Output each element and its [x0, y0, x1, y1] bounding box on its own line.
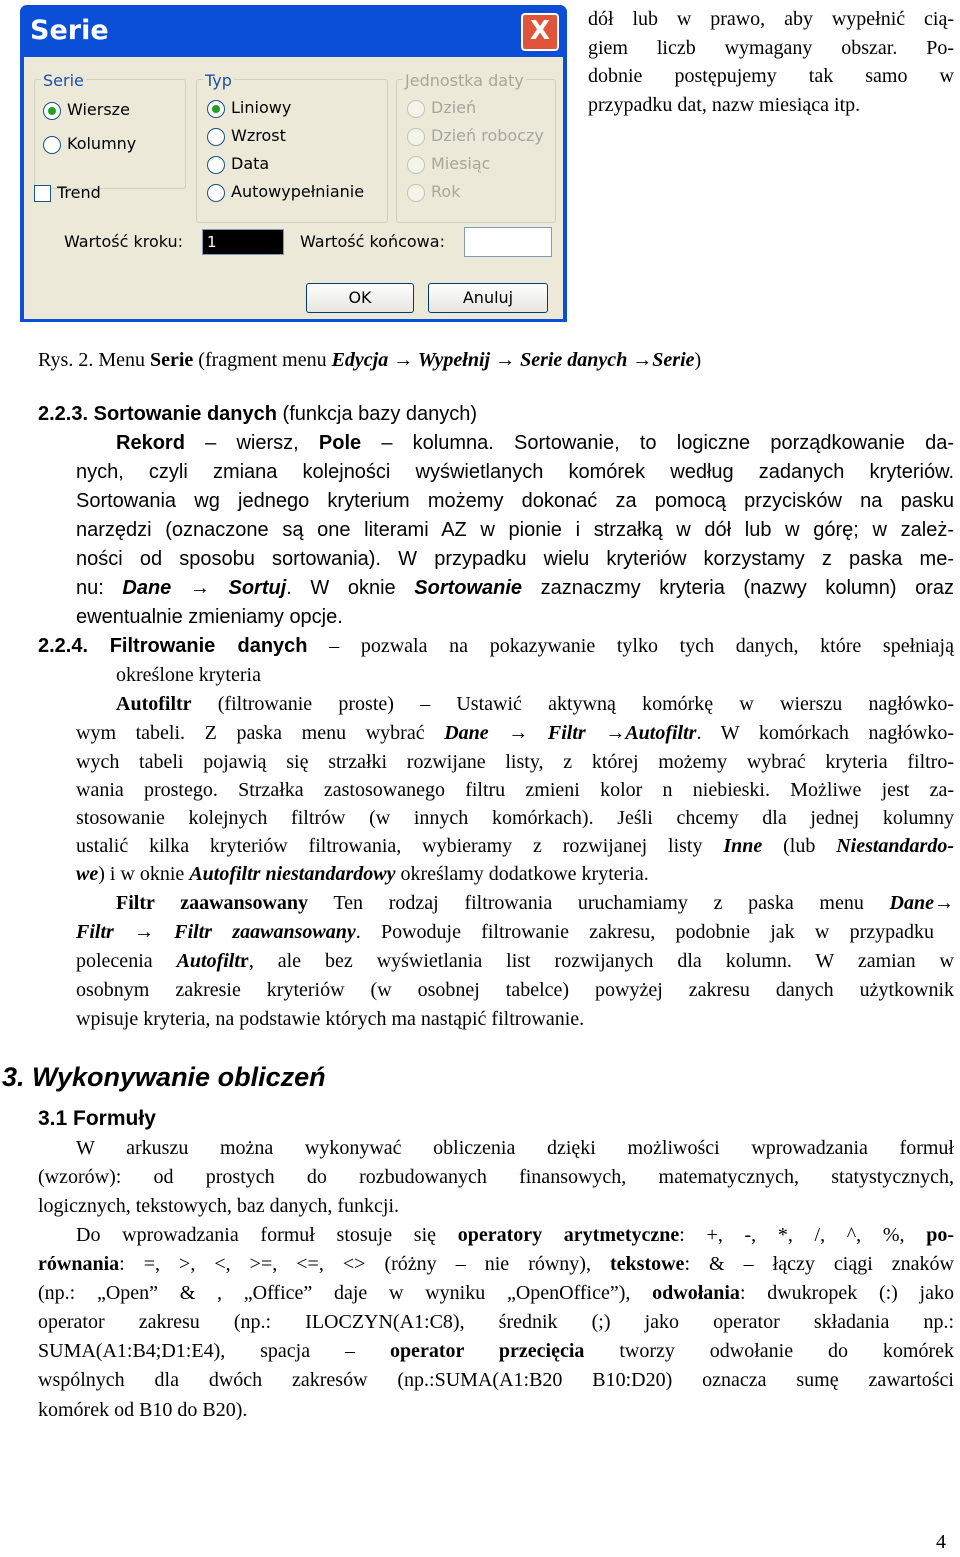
paragraph-line: stosowanie kolejnych filtrów (w innych komórkach). Jeśli chcemy dla jednej kolumny — [76, 807, 954, 829]
paragraph-line: ności od sposobu sortowania). W przypadku wielu kryteriów korzystamy z paska me- — [76, 548, 954, 570]
paragraph-line: (np.: „Open” & , „Office” daje w wyniku „OpenOffice”), odwołania: dwukropek (:) jako — [38, 1282, 954, 1304]
paragraph-line: narzędzi (oznaczone są one literami AZ w pionie i strzałką w dół lub w górę; w zależ- — [76, 519, 954, 541]
section-heading-224: 2.2.4. Filtrowanie danych – pozwala na pokazywanie tylko tych danych, które spełniają — [38, 635, 954, 657]
step-input[interactable]: 1 — [202, 229, 284, 255]
radio-icon — [407, 184, 425, 202]
group-serie-label: Serie — [43, 71, 84, 90]
radio-wzrost[interactable]: Wzrost — [207, 126, 286, 146]
paragraph-line: Filtr zaawansowany Ten rodzaj filtrowania uruchamiamy z paska menu Dane→ — [116, 892, 954, 914]
paragraph-line: osobnym zakresie kryteriów (w osobnej tabelce) powyżej zakresu danych użytkownik — [76, 979, 954, 1001]
page-number: 4 — [936, 1531, 946, 1553]
radio-wiersze[interactable]: Wiersze — [43, 100, 130, 120]
radio-icon — [207, 184, 225, 202]
group-typ — [196, 71, 388, 223]
dialog-title: Serie — [30, 15, 109, 46]
paragraph-line: wym tabeli. Z paska menu wybrać Dane → Filtr →Autofiltr. W komórkach nagłówko- — [76, 722, 955, 744]
paragraph-line: równania: =, >, <, >=, <=, <> (różny – nie równy), tekstowe: & – łączy ciągi znaków — [38, 1253, 954, 1275]
paragraph-line: ustalić kilka kryteriów filtrowania, wybieramy z rozwijanej listy Inne (lub Niestandardo- — [76, 835, 954, 857]
radio-kolumny[interactable]: Kolumny — [43, 134, 136, 154]
radio-data[interactable]: Data — [207, 154, 269, 174]
paragraph-line: komórek od B10 do B20). — [38, 1399, 248, 1421]
radio-liniowy[interactable]: Liniowy — [207, 98, 291, 118]
paragraph-line: nych, czyli zmiana kolejności wyświetlanych komórek według zadanych kryteriów. — [76, 461, 954, 483]
radio-selected-icon — [43, 102, 61, 120]
group-serie — [34, 71, 186, 189]
serie-dialog-screenshot — [20, 5, 567, 322]
ok-button[interactable]: OK — [306, 283, 414, 313]
end-input[interactable] — [464, 227, 552, 257]
radio-autowypelnianie[interactable]: Autowypełnianie — [207, 182, 364, 202]
end-label: Wartość końcowa: — [300, 232, 445, 251]
paragraph-line: W arkuszu można wykonywać obliczenia dzięki możliwości wprowadzania formuł — [76, 1137, 954, 1159]
paragraph-line: Sortowania wg jednego kryterium możemy dokonać za pomocą przycisków na pasku — [76, 490, 954, 512]
figure-caption: Rys. 2. Menu Serie (fragment menu Edycja → Wypełnij → Serie danych →Serie) — [38, 349, 702, 371]
group-jednostka-daty — [396, 71, 556, 223]
trend-checkbox[interactable]: Trend — [34, 183, 101, 202]
radio-rok[interactable]: Rok — [407, 182, 460, 202]
right-text-line: giem liczb wymagany obszar. Po- — [588, 37, 954, 59]
chapter-heading: 3. Wykonywanie obliczeń — [2, 1062, 326, 1092]
paragraph-line: Filtr → Filtr zaawansowany. Powoduje filtrowanie zakresu, podobnie jak w przypadku — [76, 921, 934, 943]
close-icon[interactable]: X — [521, 13, 559, 51]
section-heading-31: 3.1 Formuły — [38, 1107, 156, 1130]
right-text-line: dobnie postępujemy tak samo w — [588, 65, 954, 87]
paragraph-line: (wzorów): od prostych do rozbudowanych finansowych, matematycznych, statystycznych, — [38, 1166, 954, 1188]
paragraph-line: wych tabeli pojawią się strzałki rozwijane listy, z której możemy wybrać kryteria filtro- — [76, 751, 954, 773]
paragraph-line: określone kryteria — [116, 664, 261, 686]
group-typ-label: Typ — [205, 71, 232, 90]
section-heading-223: 2.2.3. Sortowanie danych (funkcja bazy danych) — [38, 403, 478, 425]
radio-icon — [207, 128, 225, 146]
radio-dzien[interactable]: Dzień — [407, 98, 476, 118]
paragraph-line: we) i w oknie Autofiltr niestandardowy określamy dodatkowe kryteria. — [76, 863, 649, 885]
paragraph-line: wania prostego. Strzałka zastosowanego filtru zmieni kolor n niebieski. Możliwe jest za- — [76, 779, 954, 801]
cancel-button[interactable]: Anuluj — [428, 283, 548, 313]
paragraph-line: Rekord – wiersz, Pole – kolumna. Sortowanie, to logiczne porządkowanie da- — [116, 432, 954, 454]
paragraph-line: Autofiltr (filtrowanie proste) – Ustawić aktywną komórkę w wierszu nagłówko- — [116, 693, 954, 715]
radio-icon — [207, 156, 225, 174]
radio-icon — [43, 136, 61, 154]
paragraph-line: ewentualnie zmieniamy opcje. — [76, 606, 343, 628]
radio-icon — [407, 128, 425, 146]
checkbox-icon — [34, 185, 51, 202]
paragraph-line: wspólnych dla dwóch zakresów (np.:SUMA(A1:B20 B10:D20) oznacza sumę zawartości — [38, 1369, 954, 1391]
paragraph-line: wpisuje kryteria, na podstawie których ma nastąpić filtrowanie. — [76, 1008, 585, 1030]
radio-icon — [407, 100, 425, 118]
radio-miesiac[interactable]: Miesiąc — [407, 154, 490, 174]
radio-icon — [407, 156, 425, 174]
dialog-body — [24, 57, 563, 319]
right-text-line: przypadku dat, nazw miesiąca itp. — [588, 94, 861, 116]
paragraph-line: nu: Dane → Sortuj. W oknie Sortowanie zaznaczmy kryteria (nazwy kolumn) oraz — [76, 577, 954, 599]
paragraph-line: operator zakresu (np.: ILOCZYN(A1:C8), średnik (;) jako operator składania np.: — [38, 1311, 954, 1333]
paragraph-line: polecenia Autofiltr, ale bez wyświetlania list rozwijanych dla kolumn. W zamian w — [76, 950, 954, 972]
radio-selected-icon — [207, 100, 225, 118]
paragraph-line: SUMA(A1:B4;D1:E4), spacja – operator przecięcia tworzy odwołanie do komórek — [38, 1340, 954, 1362]
paragraph-line: Do wprowadzania formuł stosuje się operatory arytmetyczne: +, -, *, /, ^, %, po- — [76, 1224, 954, 1246]
radio-dzien-roboczy[interactable]: Dzień roboczy — [407, 126, 544, 146]
paragraph-line: logicznych, tekstowych, baz danych, funkcji. — [38, 1195, 399, 1217]
step-label: Wartość kroku: — [64, 232, 184, 251]
right-text-line: dół lub w prawo, aby wypełnić cią- — [588, 8, 954, 30]
group-jednostka-label: Jednostka daty — [405, 71, 524, 90]
